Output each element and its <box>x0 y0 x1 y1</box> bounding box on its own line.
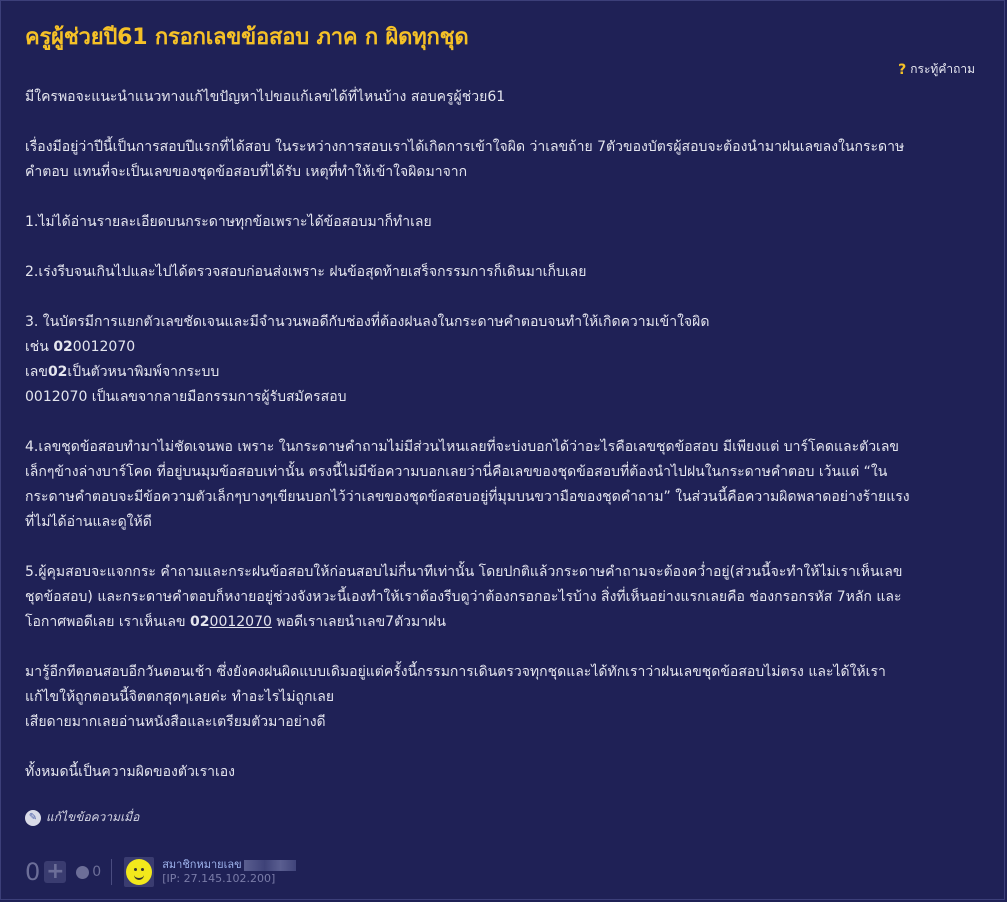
paragraph: กระดาษคำตอบจะมีข้อความตัวเล็กๆบางๆเขียนบอกไว้ว่าเลขของชุดข้อสอบอยู่ที่มุมบนขวามือของชุดคำถาม” ในส่วนนี้คือความผิดพลาดอย่างร้ายแรง <box>25 489 910 505</box>
paragraph: 4.เลขชุดข้อสอบทำมาไม่ชัดเจนพอ เพราะ ในกระดาษคำถามไม่มีส่วนไหนเลยที่จะบ่งบอกได้ว่าอะไรคือเลขชุดข้อสอบ มีเพียงแต่ บาร์โคดและตัวเลข <box>25 439 899 455</box>
emotion-button[interactable] <box>76 864 101 880</box>
paragraph: ที่ไม่ได้อ่านและดูให้ดี <box>25 514 152 530</box>
blurred-member-id <box>244 860 296 871</box>
edit-history-icon: ✎ <box>25 810 41 826</box>
question-topic-label: กระทู้คำถาม <box>910 62 975 76</box>
paragraph: เรื่องมีอยู่ว่าปีนี้เป็นการสอบปีแรกที่ได้สอบ ในระหว่างการสอบเราได้เกิดการเข้าใจผิด ว่าเลขถ้าย 7ตัวของบัตรผู้สอบจะต้องนำมาฝนเลขลงในกระดาษ <box>25 139 905 155</box>
member-name-link[interactable] <box>162 858 295 872</box>
edit-note-label: แก้ไขข้อความเมื่อ <box>46 810 140 824</box>
emotion-icon <box>76 866 89 879</box>
text-segment: เลข <box>25 364 48 380</box>
paragraph: มีใครพอจะแนะนำแนวทางแก้ไขปัญหาไปขอแก้เลขได้ที่ไหนบ้าง สอบครูผู้ช่วย61 <box>25 89 506 105</box>
edit-note <box>25 808 139 827</box>
text-segment: พอดีเราเลยนำเลข7ตัวมาฝน <box>271 614 446 630</box>
topic-title: ครูผู้ช่วยปี61 กรอกเลขข้อสอบ ภาค ก ผิดทุกชุด <box>25 25 469 50</box>
member-info <box>162 858 295 886</box>
bold-text: 02 <box>190 614 210 630</box>
paragraph: 5.ผู้คุมสอบจะแจกกระ คำถามและกระฝนข้อสอบให้ก่อนสอบไม่กี่นาทีเท่านั้น โดยปกติแล้วกระดาษคำถามจะต้องคว่ำอยู่(ส่วนนี้จะทำให้ไม่เราเห็นเลข <box>25 564 903 580</box>
paragraph <box>25 360 975 385</box>
paragraph: แก้ไขให้ถูกตอนนี้จิตตกสุดๆเลยค่ะ ทำอะไรไม่ถูกเลย <box>25 689 335 705</box>
paragraph <box>25 610 975 635</box>
paragraph: คำตอบ แทนที่จะเป็นเลขของชุดข้อสอบที่ได้รับ เหตุที่ทำให้เข้าใจผิดมาจาก <box>25 164 468 180</box>
topic-footer <box>25 855 296 889</box>
paragraph <box>25 335 975 360</box>
bold-text: 02 <box>53 339 73 355</box>
paragraph: ชุดข้อสอบ) และกระดาษคำตอบก็หงายอยู่ช่วงจังหวะนี้เองทำให้เราต้องรีบดูว่าต้องกรอกอะไรบ้าง สิ่งที่เห็นอย่างแรกเลยคือ ช่องกรอกรหัส 7หลัก และ <box>25 589 902 605</box>
question-topic-tag[interactable] <box>898 60 975 79</box>
emotion-count: 0 <box>92 864 102 880</box>
question-mark-icon: ? <box>898 61 907 78</box>
paragraph: เสียดายมากเลยอ่านหนังสือและเตรียมตัวมาอย่างดี <box>25 714 326 730</box>
avatar[interactable] <box>124 857 154 887</box>
paragraph: 0012070 เป็นเลขจากลายมือกรรมการผู้รับสมัครสอบ <box>25 389 347 405</box>
text-segment: เป็นตัวหนาพิมพ์จากระบบ <box>67 364 220 380</box>
divider <box>111 859 112 885</box>
paragraph: 3. ในบัตรมีการแยกตัวเลขชัดเจนและมีจำนวนพอดีกับช่องที่ต้องฝนลงในกระดาษคำตอบจนทำให้เกิดความเข้าใจผิด <box>25 314 710 330</box>
paragraph: 1.ไม่ได้อ่านรายละเอียดบนกระดาษทุกข้อเพราะได้ข้อสอบมาก็ทำเลย <box>25 214 432 230</box>
text-segment: 0012070 <box>72 339 136 355</box>
member-name-label: สมาชิกหมายเลข <box>162 858 242 871</box>
smiley-avatar-icon <box>126 859 152 885</box>
paragraph: เล็กๆข้างล่างบาร์โคด ที่อยู่บนมุมข้อสอบเท่านั้น ตรงนี้ไม่มีข้อความบอกเลยว่านี่คือเลขของชุดข้อสอบที่ต้องนำไปฝนในกระดาษคำตอบ เว้นแต่ “ใน <box>25 464 888 480</box>
underlined-text: 0012070 <box>209 614 272 630</box>
text-segment: โอกาศพอดีเลย เราเห็นเลข <box>25 614 191 630</box>
vote-count: 0 <box>25 858 41 886</box>
topic-body <box>25 85 975 785</box>
paragraph: ทั้งหมดนี้เป็นความผิดของตัวเราเอง <box>25 764 235 780</box>
paragraph: 2.เร่งรีบจนเกินไปและไปได้ตรวจสอบก่อนส่งเพราะ ฝนข้อสุดท้ายเสร็จกรรมการก็เดินมาเก็บเลย <box>25 264 587 280</box>
paragraph: มารู้อีกทีตอนสอบอีกวันตอนเช้า ซึ่งยังคงฝนผิดแบบเดิมอยู่แต่ครั้งนี้กรรมการเดินตรวจทุกชุดและได้ทักเราว่าฝนเลขชุดข้อสอบไม่ตรง และได้ให้เรา <box>25 664 886 680</box>
text-segment: เช่น <box>25 339 54 355</box>
bold-text: 02 <box>47 364 68 380</box>
ip-address: [IP: 27.145.102.200] <box>162 872 276 885</box>
vote-plus-button[interactable]: + <box>46 859 65 884</box>
